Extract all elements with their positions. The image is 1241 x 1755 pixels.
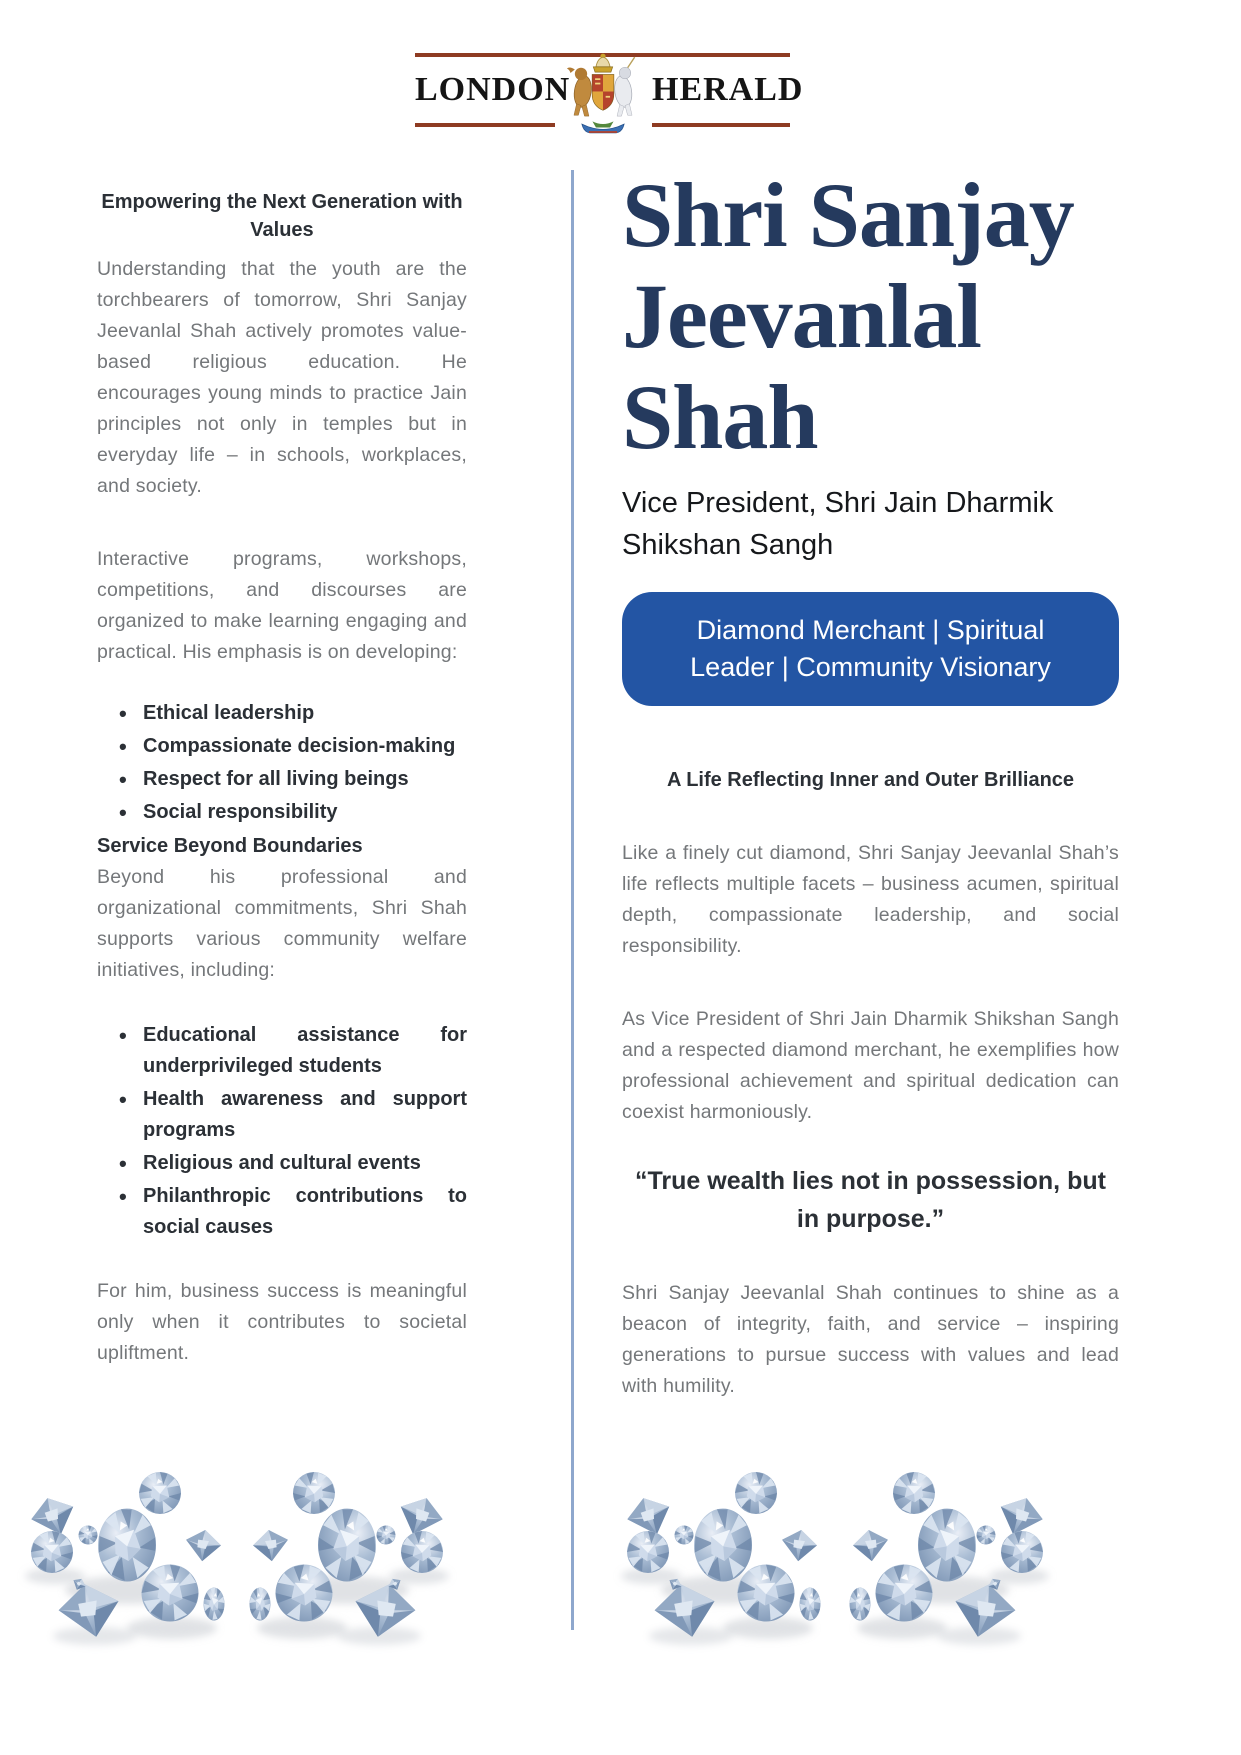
- paragraph: For him, business success is meaningful only when it contributes to societal upliftment.: [97, 1280, 467, 1364]
- title-line: Shah: [622, 366, 818, 468]
- list-item: • Religious and cultural events: [97, 1148, 467, 1179]
- service-subheading: Service Beyond Boundaries: [97, 835, 363, 857]
- list-item: • Social responsibility: [97, 797, 467, 828]
- diamond-clusters-image: [0, 1455, 1241, 1655]
- list-item: • Health awareness and support programs: [97, 1084, 467, 1146]
- pull-quote: “True wealth lies not in possession, but in purpose.”: [635, 1167, 1106, 1233]
- list-item: • Ethical leadership: [97, 698, 467, 729]
- paragraph: Shri Sanjay Jeevanlal Shah continues to shine as a beacon of integrity, faith, and service – inspiring generations to pursue success with values and lead with humility.: [622, 1282, 1119, 1397]
- paragraph: Beyond his professional and organizational commitments, Shri Shah supports various community welfare initiatives, including:: [97, 866, 467, 981]
- royal-coat-of-arms-icon: [559, 49, 647, 141]
- page-title: [622, 165, 1119, 468]
- masthead: [415, 53, 804, 127]
- paragraph: As Vice President of Shri Jain Dharmik Shikshan Sangh and a respected diamond merchant, he exemplifies how professional achievement and spiritual dedication can coexist harmoniously.: [622, 1008, 1119, 1123]
- role-badge: Diamond Merchant | Spiritual Leader | Community Visionary: [622, 592, 1119, 706]
- paragraph: Interactive programs, workshops, competitions, and discourses are organized to make learning engaging and practical. His emphasis is on developing:: [97, 548, 467, 663]
- list-item: • Philanthropic contributions to social causes: [97, 1181, 467, 1243]
- list-item: • Compassionate decision-making: [97, 731, 467, 762]
- values-bullet-list: [97, 698, 467, 828]
- paragraph: Understanding that the youth are the torchbearers of tomorrow, Shri Sanjay Jeevanlal Shah actively promotes value-based religious education. He encourages young minds to practice Jain principles not only in temples but in everyday life – in schools, workplaces, and society.: [97, 258, 467, 497]
- title-line: Jeevanlal: [622, 265, 981, 367]
- paragraph: Like a finely cut diamond, Shri Sanjay Jeevanlal Shah’s life reflects multiple facets – business acumen, spiritual depth, compassionate leadership, and social responsibility.: [622, 842, 1119, 957]
- masthead-herald-label: HERALD: [652, 57, 790, 127]
- subtitle: Vice President, Shri Jain Dharmik Shikshan Sangh: [622, 487, 1054, 561]
- left-column-heading: Empowering the Next Generation with Values: [101, 191, 463, 241]
- list-item: • Respect for all living beings: [97, 764, 467, 795]
- list-item: • Educational assistance for underprivileged students: [97, 1020, 467, 1082]
- column-divider: [571, 170, 574, 1630]
- left-column: [97, 170, 467, 1369]
- service-bullet-list: [97, 1020, 467, 1243]
- masthead-london-label: LONDON: [415, 57, 555, 127]
- title-line: Shri Sanjay: [622, 164, 1074, 266]
- right-column: [622, 165, 1119, 1402]
- section-heading: A Life Reflecting Inner and Outer Brilliance: [666, 769, 1075, 791]
